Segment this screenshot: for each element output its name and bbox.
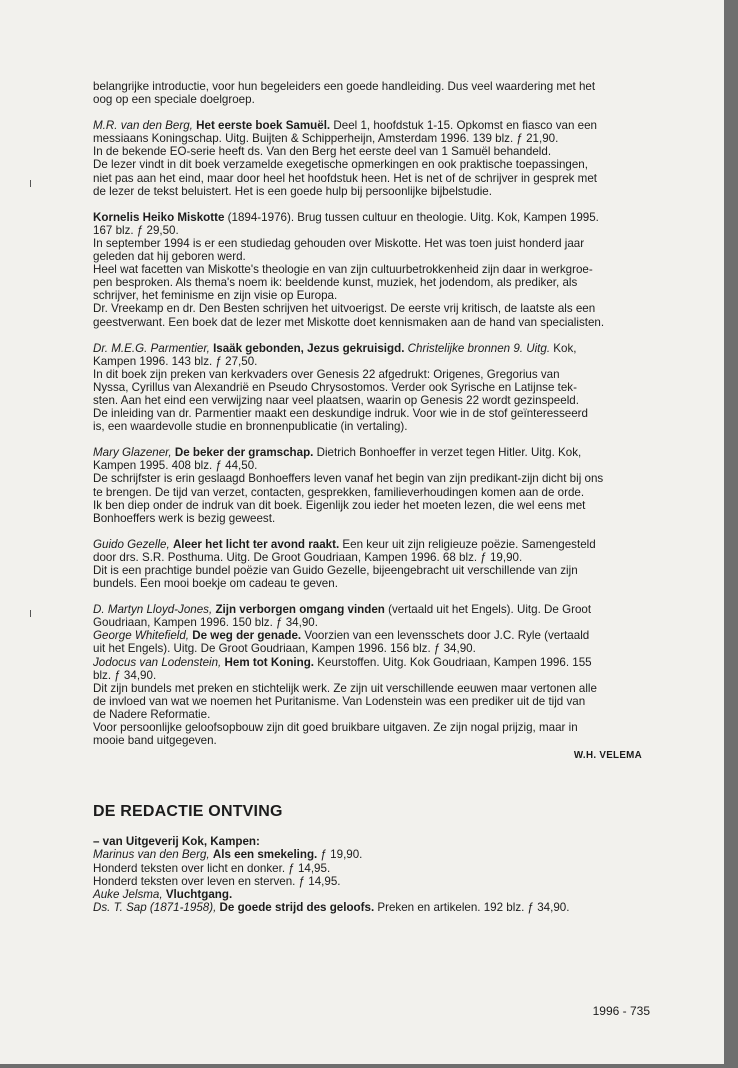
received-author: Ds. T. Sap (1871-1958), [93, 900, 217, 914]
received-title: De goede strijd des geloofs. [219, 900, 375, 914]
review-author: Dr. M.E.G. Parmentier, [93, 341, 210, 355]
review-title: Hem tot Koning. [224, 655, 315, 669]
review-author: Mary Glazener, [93, 446, 172, 460]
page-number: 1996 - 735 [592, 1004, 650, 1018]
review-author: Jodocus van Lodenstein, [93, 655, 222, 669]
review-parmentier: Dr. M.E.G. Parmentier, Isaäk gebonden, Jezus gekruisigd. Christelijke bronnen 9. Uitg. Kok, Kampen 1996. 143 blz. ƒ 27,50. In dit boek zijn preken van kerkvaders over Genesis 22 afgedrukt: Origenes, Gregorius van Nyssa, Cyrillus van Alexandrië en Pseudo Chrysostomos. Verder ook Syrische en Latijnse tek- sten. Aan het eind een verwijzing naar veel plaatsen, waarin op Genesis 22 wordt gezinspeeld. De inleiding van dr. Parmentier maakt een deskundige indruk. Voor wie in de stof geïnteresseerd is, een waardevolle studie en bronnenpublicatie (in vertaling). [93, 341, 588, 434]
review-title: Zijn verborgen omgang vinden [215, 603, 385, 617]
received-author: Auke Jelsma, [93, 887, 163, 901]
review-title: Isaäk gebonden, Jezus gekruisigd. [213, 341, 405, 355]
received-title: Vluchtgang. [165, 887, 233, 901]
review-title: Kornelis Heiko Miskotte [93, 210, 225, 224]
intro-paragraph: belangrijke introductie, voor hun begeleiders een goede handleiding. Dus veel waardering met het oog op een speciale doelgroep. [93, 80, 596, 107]
received-title: Als een smekeling. [212, 848, 318, 862]
margin-mark [30, 180, 31, 187]
review-title: Aleer het licht ter avond raakt. [172, 537, 340, 551]
reviewer-signature: W.H. VELEMA [573, 750, 642, 762]
review-glazener: Mary Glazener, De beker der gramschap. Dietrich Bonhoeffer in verzet tegen Hitler. Uitg. Kok, Kampen 1995. 408 blz. ƒ 44,50. De schrijfster is erin geslaagd Bonhoeffers leven vanaf het begin van zijn predikant-zijn dicht bij ons te brengen. De tijd van verzet, contacten, gesprekken, familieverhoudingen komen aan de orde. Ik ben diep onder de indruk van dit boek. Eigenlijk zou ieder het moeten lezen, die wel eens met Bonhoeffers werk is bezig geweest. [93, 446, 604, 525]
review-title: Het eerste boek Samuël. [196, 119, 331, 133]
review-title: De beker der gramschap. [174, 446, 314, 460]
received-list: – van Uitgeverij Kok, Kampen: Marinus van den Berg, Als een smekeling. ƒ 19,90. Honderd teksten over licht en donker. ƒ 14,95. Honderd teksten over leven en sterven. ƒ 14,95. Auke Jelsma, Vluchtgang. Ds. T. Sap (1871-1958), De goede strijd des geloofs. Preken en artikelen. 192 blz. ƒ 34,90. [93, 835, 570, 914]
received-author: Marinus van den Berg, [93, 848, 210, 862]
review-author: Guido Gezelle, [93, 537, 170, 551]
publisher-line: – van Uitgeverij Kok, Kampen: [93, 835, 260, 849]
received-item: Honderd teksten over leven en sterven. ƒ 14,95. [93, 874, 341, 888]
review-author: M.R. van den Berg, [93, 119, 193, 133]
review-title: De weg der genade. [192, 629, 302, 643]
review-puritanism: D. Martyn Lloyd-Jones, Zijn verborgen omgang vinden (vertaald uit het Engels). Uitg. De Groot Goudriaan, Kampen 1996. 150 blz. ƒ 34,90. George Whitefield, De weg der genade. Voorzien van een levensschets door J.C. Ryle (vertaald uit het Engels). Uitg. De Groot Goudriaan, Kampen 1996. 156 blz. ƒ 34,90. Jodocus van Lodenstein, Hem tot Koning. Keurstoffen. Uitg. Kok Goudriaan, Kampen 1996. 155 blz. ƒ 34,90. Dit zijn bundels met preken en stichtelijk werk. Ze zijn uit verschillende eeuwen maar vertonen alle de invloed van wat we noemen het Puritanisme. Van Lodenstein was een prediker uit de tijd van de Nadere Reformatie. Voor persoonlijke geloofsopbouw zijn dit goed bruikbare uitgaven. Ze zijn nogal prijzig, maar in mooie band uitgegeven. [93, 603, 597, 748]
review-miskotte: Kornelis Heiko Miskotte (1894-1976). Brug tussen cultuur en theologie. Uitg. Kok, Kampen 1995. 167 blz. ƒ 29,50. In september 1994 is er een studiedag gehouden over Miskotte. Het was toen juist honderd jaar geleden dat hij geboren werd. Heel wat facetten van Miskotte's theologie en van zijn cultuurbetrokkenheid zijn daar in werkgroe- pen besproken. Als thema's noem ik: beeldende kunst, muziek, het jodendom, als prediker, als schrijver, het feminisme en zijn visie op Europa. Dr. Vreekamp en dr. Den Besten schrijven het uitvoerigst. De eerste vrij kritisch, de laatste als een geestverwant. Een boek dat de lezer met Miskotte doet kennismaken aan de hand van specialisten. [93, 210, 605, 329]
review-van-den-berg: M.R. van den Berg, Het eerste boek Samuël. Deel 1, hoofdstuk 1-15. Opkomst en fiasco van een messiaans Koningschap. Uitg. Buijten & Schipperheijn, Amsterdam 1996. 139 blz. ƒ 21,90. In de bekende EO-serie heeft ds. Van den Berg het eerste deel van 1 Samuël behandeld. De lezer vindt in dit boek verzamelde exegetische opmerkingen en ook praktische toepassingen, niet pas aan het eind, maar door heel het hoofdstuk heen. Het is net of de schrijver in gesprek met de lezer de tekst beluistert. Het is een goede hulp bij persoonlijke bijbelstudie. [93, 119, 597, 198]
received-item: Honderd teksten over licht en donker. ƒ 14,95. [93, 861, 331, 875]
review-gezelle: Guido Gezelle, Aleer het licht ter avond raakt. Een keur uit zijn religieuze poëzie. Samengesteld door drs. S.R. Posthuma. Uitg. De Groot Goudriaan, Kampen 1996. 68 blz. ƒ 19,90. Dit is een prachtige bundel poëzie van Guido Gezelle, bijeengebracht uit verschillende van zijn bundels. Een mooi boekje om cadeau te geven. [93, 537, 596, 591]
section-heading: DE REDACTIE ONTVING [93, 803, 283, 821]
review-author: George Whitefield, [93, 629, 190, 643]
page-content [93, 80, 650, 914]
review-author: D. Martyn Lloyd-Jones, [93, 603, 213, 617]
margin-mark [30, 610, 31, 617]
